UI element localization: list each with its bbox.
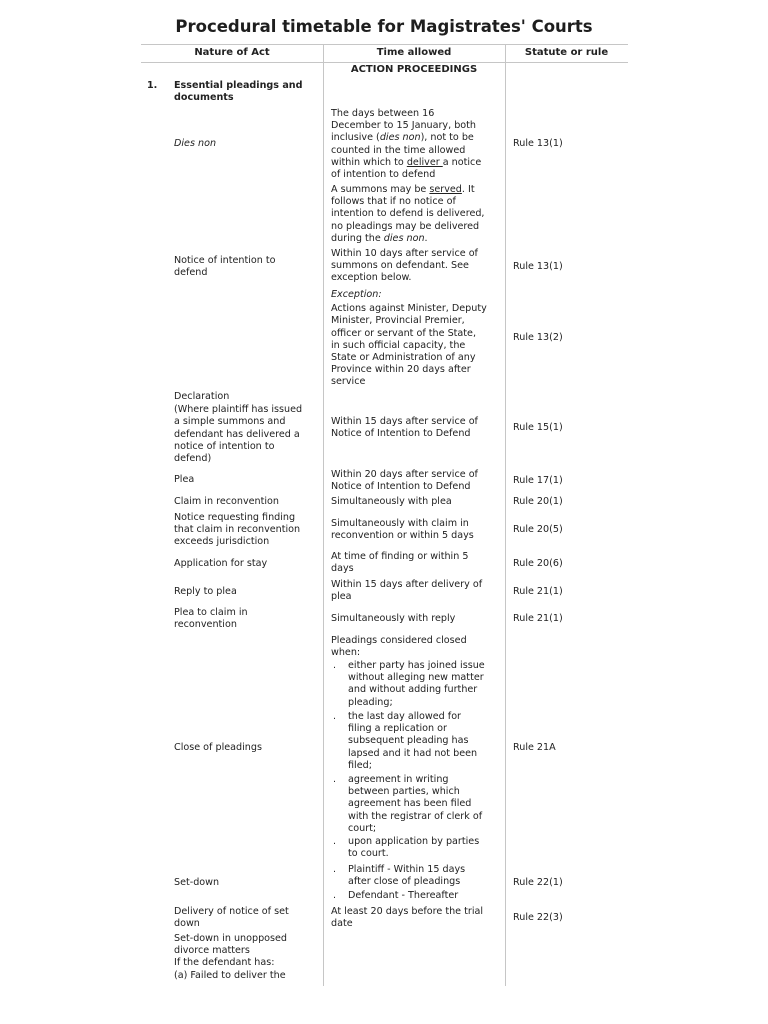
- text-line: lapsed and it had not been: [348, 747, 478, 759]
- page-title: Procedural timetable for Magistrates' Courts: [175, 17, 593, 36]
- text-line: Within 15 days after service of: [331, 416, 478, 427]
- section-heading-line: Essential pleadings and: [174, 80, 303, 91]
- act-plea: Plea: [174, 474, 195, 485]
- text-line: filing a replication or: [348, 723, 447, 735]
- bullet: .: [333, 864, 337, 875]
- text-line: divorce matters: [174, 945, 250, 957]
- column-header-nature: Nature of Act: [194, 47, 270, 58]
- act-plea-claim: [174, 607, 248, 631]
- text-line: defend: [174, 267, 208, 279]
- text-line: State or Administration of any: [331, 352, 476, 364]
- text-line: Notice of Intention to Defend: [331, 481, 471, 493]
- text-line: Delivery of notice of set: [174, 906, 289, 917]
- served-link[interactable]: served: [429, 184, 462, 195]
- act-dies-non: Dies non: [174, 138, 217, 149]
- act-claim: Claim in reconvention: [174, 496, 279, 507]
- act-notice-intention: [174, 255, 276, 279]
- rule-plea: Rule 17(1): [513, 475, 563, 486]
- time-plea-claim: Simultaneously with reply: [331, 613, 456, 624]
- time-reply: [331, 579, 482, 603]
- act-reply: Reply to plea: [174, 586, 237, 597]
- text-line: to court.: [348, 848, 389, 860]
- text-line: Plaintiff - Within 15 days: [348, 864, 466, 875]
- text-line: Simultaneously with claim in: [331, 518, 469, 529]
- text-line: service: [331, 376, 366, 388]
- rule-claim: Rule 20(1): [513, 496, 563, 507]
- setdown-item-2: Defendant - Thereafter: [348, 890, 459, 901]
- text-line: days: [331, 563, 354, 575]
- text-line: reconvention: [174, 619, 237, 631]
- text-line: and without adding further: [348, 684, 478, 696]
- text-line: officer or servant of the State,: [331, 327, 477, 339]
- rule-plea-claim: Rule 21(1): [513, 613, 563, 624]
- deliver-link[interactable]: deliver: [406, 156, 443, 168]
- rule-exception: Rule 13(2): [513, 332, 563, 343]
- text-span: A summons may be: [331, 184, 430, 195]
- act-close: Close of pleadings: [174, 742, 262, 753]
- text-line: date: [331, 918, 353, 930]
- text-line: Notice of Intention to Defend: [331, 428, 471, 440]
- text-line: either party has joined issue: [348, 660, 485, 671]
- text-line: defend): [174, 453, 212, 465]
- text-line: that claim in reconvention: [174, 524, 301, 536]
- text-line: between parties, which: [348, 786, 460, 798]
- time-close-intro: [331, 635, 467, 659]
- text-line: defendant has delivered a: [174, 428, 300, 440]
- text-line: reconvention or within 5 days: [331, 530, 474, 542]
- text-line: [331, 132, 481, 144]
- setdown-item-1: [348, 864, 465, 888]
- text-line: Declaration: [174, 391, 230, 402]
- text-line: upon application by parties: [348, 836, 480, 847]
- text-line: Exception:: [331, 289, 382, 300]
- text-line: of intention to defend: [331, 169, 436, 181]
- text-span: during the: [331, 232, 384, 244]
- text-line: the last day allowed for: [348, 711, 462, 722]
- text-line: when:: [331, 647, 361, 659]
- text-line: exception below.: [331, 272, 412, 284]
- time-plea: [331, 469, 478, 493]
- bullet: .: [333, 836, 337, 847]
- text-line: without alleging new matter: [348, 672, 484, 684]
- time-delivery: [331, 906, 483, 930]
- text-line: down: [174, 918, 200, 930]
- time-claim: Simultaneously with plea: [331, 496, 452, 507]
- text-line: At least 20 days before the trial: [331, 906, 484, 917]
- rule-dies-non: Rule 13(1): [513, 138, 563, 149]
- text-line: intention to defend is delivered,: [331, 208, 485, 220]
- text-line: Set-down in unopposed: [174, 933, 288, 944]
- text-line: pleading;: [348, 696, 393, 708]
- text-line: December to 15 January, both: [331, 120, 477, 132]
- text-line: Province within 20 days after: [331, 364, 471, 376]
- text-line: (a) Failed to deliver the: [174, 969, 286, 981]
- rule-stay: Rule 20(6): [513, 558, 563, 569]
- bullet: .: [333, 774, 337, 785]
- text-span: ), not to be: [420, 132, 474, 144]
- text-line: a simple summons and: [174, 416, 286, 428]
- text-line: Within 15 days after delivery of: [331, 579, 483, 590]
- time-summons: [331, 184, 484, 245]
- header-bottom-rule: [141, 62, 628, 63]
- text-span: .: [424, 232, 428, 244]
- text-line: agreement has been filed: [348, 798, 472, 810]
- time-declaration: [331, 416, 478, 440]
- text-line: Notice of intention to: [174, 255, 276, 266]
- text-span: . It: [461, 184, 475, 195]
- text-line: The days between 16: [331, 108, 435, 119]
- act-declaration: [174, 391, 302, 465]
- rule-setdown: Rule 22(1): [513, 877, 563, 888]
- time-dies-non: [331, 108, 481, 181]
- text-line: after close of pleadings: [348, 876, 461, 888]
- text-line: Plea to claim in: [174, 607, 248, 618]
- text-line: Within 20 days after service of: [331, 469, 478, 480]
- time-exception: [331, 289, 487, 389]
- rule-delivery: Rule 22(3): [513, 912, 563, 923]
- text-line: [331, 157, 481, 169]
- text-span: within which to: [331, 156, 407, 168]
- close-item-4: [348, 836, 479, 860]
- text-line: If the defendant has:: [174, 957, 275, 969]
- text-span: dies non: [379, 132, 421, 144]
- text-line: (Where plaintiff has issued: [174, 404, 303, 416]
- text-line: agreement in writing: [348, 774, 449, 785]
- bullet: .: [333, 890, 337, 901]
- rule-notice-intention: Rule 13(1): [513, 261, 563, 272]
- bullet: .: [333, 660, 337, 671]
- close-item-3: [348, 774, 482, 835]
- section-title: ACTION PROCEEDINGS: [350, 64, 478, 75]
- column-divider-2: [505, 44, 506, 986]
- section-number: 1.: [147, 80, 158, 91]
- column-divider-1: [323, 44, 324, 986]
- text-line: filed;: [348, 759, 372, 771]
- text-line: Within 10 days after service of: [331, 248, 478, 259]
- text-line: with the registrar of clerk of: [348, 810, 483, 822]
- rule-declaration: Rule 15(1): [513, 422, 563, 433]
- close-item-2: [348, 711, 477, 772]
- text-span: dies non: [383, 232, 425, 244]
- rule-close: Rule 21A: [513, 742, 556, 753]
- close-item-1: [348, 660, 485, 709]
- act-unopposed: [174, 933, 287, 982]
- text-line: counted in the time allowed: [331, 144, 466, 156]
- text-span: a notice: [442, 156, 482, 168]
- time-notice-intention: [331, 248, 478, 285]
- table-top-rule: [141, 44, 628, 45]
- rule-notice-finding: Rule 20(5): [513, 524, 563, 535]
- text-line: subsequent pleading has: [348, 735, 469, 747]
- act-stay: Application for stay: [174, 558, 268, 569]
- text-line: Minister, Provincial Premier,: [331, 315, 465, 327]
- text-line: notice of intention to: [174, 440, 275, 452]
- text-line: [331, 184, 484, 196]
- section-heading: [174, 80, 303, 104]
- text-line: Actions against Minister, Deputy: [331, 303, 487, 315]
- text-line: no pleadings may be delivered: [331, 220, 480, 232]
- act-setdown: Set-down: [174, 877, 220, 888]
- time-notice-finding: [331, 518, 474, 542]
- text-line: exceeds jurisdiction: [174, 536, 270, 548]
- act-notice-finding: [174, 512, 300, 549]
- text-line: Pleadings considered closed: [331, 635, 467, 646]
- section-heading-line: documents: [174, 92, 234, 104]
- text-line: summons on defendant. See: [331, 260, 469, 272]
- act-delivery: [174, 906, 289, 930]
- text-line: At time of finding or within 5: [331, 551, 469, 562]
- text-line: [331, 233, 484, 245]
- rule-reply: Rule 21(1): [513, 586, 563, 597]
- bullet: .: [333, 711, 337, 722]
- text-span: inclusive (: [331, 132, 380, 144]
- text-line: follows that if no notice of: [331, 196, 456, 208]
- text-line: plea: [331, 591, 352, 603]
- column-header-statute: Statute or rule: [524, 47, 609, 58]
- column-header-time: Time allowed: [376, 47, 452, 58]
- text-line: court;: [348, 822, 377, 834]
- text-line: Notice requesting finding: [174, 512, 296, 523]
- text-line: in such official capacity, the: [331, 339, 466, 351]
- time-stay: [331, 551, 468, 575]
